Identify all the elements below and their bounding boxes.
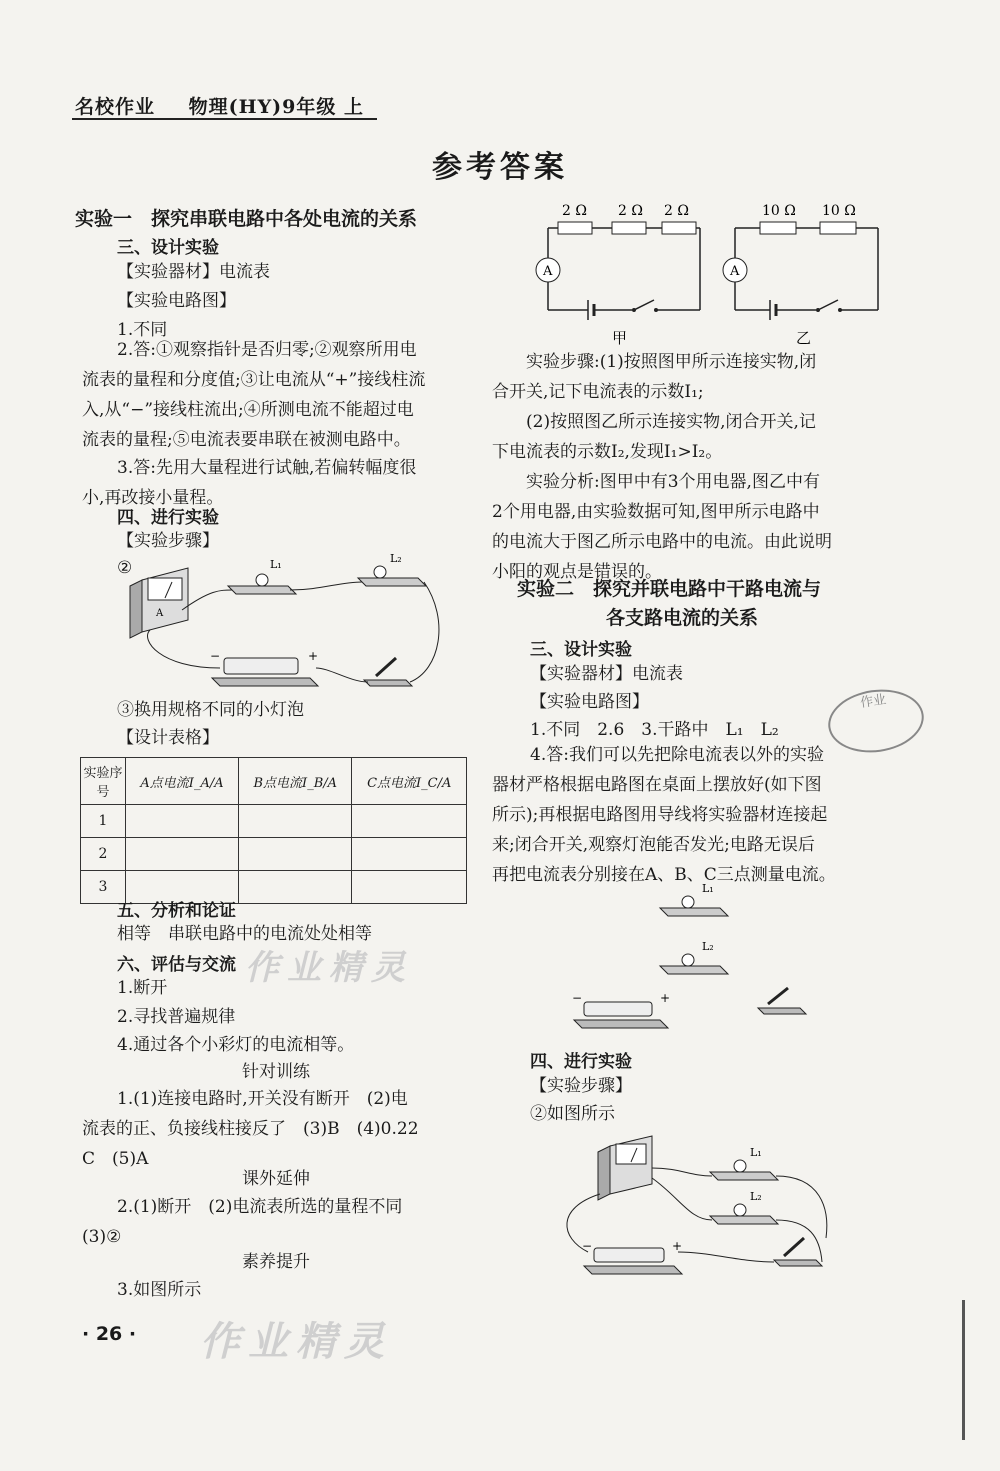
header-rule bbox=[72, 118, 377, 120]
switch-icon bbox=[774, 1238, 822, 1266]
svg-text:L₁: L₁ bbox=[702, 882, 714, 895]
resistor-icon bbox=[612, 222, 646, 234]
exp2-circuit-label: 【实验电路图】 bbox=[530, 692, 649, 712]
line: 所示);再根据电路图用导线将实验器材连接起 bbox=[492, 805, 828, 825]
lamp-1-icon bbox=[710, 1146, 778, 1180]
table-cell: 3 bbox=[81, 871, 126, 904]
extension-title: 课外延伸 bbox=[242, 1169, 310, 1189]
exp1-equipment: 【实验器材】电流表 bbox=[117, 262, 270, 282]
circuit-jia-label: 甲 bbox=[612, 329, 628, 347]
switch-icon bbox=[634, 300, 654, 310]
stamp-text: 作业 bbox=[859, 692, 888, 711]
exp1-eval-1: 1.断开 bbox=[117, 978, 168, 998]
exp1-section-evaluation: 六、评估与交流 bbox=[117, 955, 236, 975]
page-header bbox=[75, 92, 390, 119]
line: 的电流大于图乙所示电路中的电流。由此说明 bbox=[492, 532, 832, 552]
lamp-1-icon bbox=[660, 882, 728, 916]
line: 入,从“−”接线柱流出;④所测电流不能超过电 bbox=[82, 400, 414, 420]
line: 2.答:①观察指针是否归零;②观察所用电 bbox=[117, 340, 417, 360]
binding-edge bbox=[962, 1300, 965, 1440]
table-header-row bbox=[81, 758, 467, 805]
lamp-2-icon bbox=[358, 566, 426, 586]
resistor-label: 10 Ω bbox=[822, 203, 856, 219]
watermark-text-2: 作业精灵 bbox=[245, 948, 413, 988]
svg-text:−: − bbox=[582, 1239, 593, 1253]
line: 下电流表的示数I₂,发现I₁>I₂。 bbox=[492, 442, 723, 462]
exp1-eval-4: 4.通过各个小彩灯的电流相等。 bbox=[117, 1035, 355, 1055]
page-number: · 26 · bbox=[82, 1323, 137, 1345]
exp2-steps-label: 【实验步骤】 bbox=[530, 1076, 632, 1096]
exp1-section-experiment: 四、进行实验 bbox=[117, 508, 219, 528]
svg-text:−: − bbox=[210, 649, 221, 663]
line: 2个用电器,由实验数据可知,图甲所示电路中 bbox=[492, 502, 820, 522]
exp1-steps-label: 【实验步骤】 bbox=[117, 531, 219, 551]
line: 器材严格根据电路图在桌面上摆放好(如下图 bbox=[492, 775, 822, 795]
table-cell: 1 bbox=[81, 805, 126, 838]
resistor-label: 2 Ω bbox=[664, 203, 689, 219]
table-row bbox=[81, 805, 467, 838]
exp1-section-analysis: 五、分析和论证 bbox=[117, 901, 236, 921]
design-table bbox=[80, 757, 467, 904]
resistor-icon bbox=[558, 222, 592, 234]
exp1-answer-1: 1.不同 bbox=[117, 320, 168, 340]
ammeter-icon bbox=[130, 568, 188, 638]
circuit-yi-label: 乙 bbox=[796, 329, 812, 347]
literacy-answer: 3.如图所示 bbox=[117, 1280, 202, 1300]
table-row bbox=[81, 838, 467, 871]
resistor-icon bbox=[820, 222, 856, 234]
exp2-section-experiment: 四、进行实验 bbox=[530, 1052, 632, 1072]
resistor-label: 2 Ω bbox=[562, 203, 587, 219]
exp1-eval-2: 2.寻找普遍规律 bbox=[117, 1007, 236, 1027]
ammeter-label: A bbox=[543, 264, 553, 279]
switch-icon bbox=[758, 988, 806, 1014]
line: 合开关,记下电流表的示数I₁; bbox=[492, 382, 704, 402]
resistor-icon bbox=[662, 222, 696, 234]
line: 3.答:先用大量程进行试触,若偏转幅度很 bbox=[117, 458, 417, 478]
exp2-title-line-1: 实验二 探究并联电路中干路电流与 bbox=[517, 578, 822, 600]
line: 实验步骤:(1)按照图甲所示连接实物,闭 bbox=[526, 352, 817, 372]
circuit-yi bbox=[723, 203, 878, 347]
battery-icon bbox=[210, 649, 318, 686]
circuit-jia bbox=[536, 203, 700, 347]
svg-text:A: A bbox=[156, 608, 164, 619]
literacy-title: 素养提升 bbox=[242, 1252, 310, 1272]
exp2-equipment: 【实验器材】电流表 bbox=[530, 664, 683, 684]
exp1-conclusion: 相等 串联电路中的电流处处相等 bbox=[117, 924, 372, 944]
line: 再把电流表分别接在A、B、C三点测量电流。 bbox=[492, 865, 836, 885]
table-header-cell: A点电流I_A/A bbox=[126, 758, 239, 805]
svg-text:−: − bbox=[572, 991, 583, 1005]
watermark-text: 作业精灵 bbox=[200, 1318, 392, 1365]
lamp-2-icon bbox=[660, 940, 728, 974]
resistor-icon bbox=[760, 222, 796, 234]
page-title: 参考答案 bbox=[432, 150, 568, 185]
line: 流表的量程和分度值;③让电流从“+”接线柱流 bbox=[82, 370, 426, 390]
svg-text:+: + bbox=[672, 1239, 683, 1253]
table-header-cell: C点电流I_C/A bbox=[352, 758, 467, 805]
exp2-section-design: 三、设计实验 bbox=[530, 640, 632, 660]
training-answers bbox=[82, 1084, 472, 1174]
exp2-title-line-2: 各支路电流的关系 bbox=[606, 607, 759, 629]
parallel-circuit-figure bbox=[560, 1128, 880, 1288]
exp2-step-2: ②如图所示 bbox=[530, 1104, 615, 1124]
switch-icon bbox=[364, 658, 412, 686]
svg-text:+: + bbox=[660, 991, 671, 1005]
switch-icon bbox=[818, 300, 838, 310]
ammeter-icon bbox=[598, 1136, 652, 1200]
lamp-2-icon bbox=[710, 1190, 778, 1224]
line: 小,再改接小量程。 bbox=[82, 488, 224, 508]
table-header-cell: B点电流I_B/A bbox=[239, 758, 352, 805]
extension-answers bbox=[82, 1192, 472, 1252]
series-circuit-figure bbox=[120, 550, 440, 695]
line: C (5)A bbox=[82, 1149, 149, 1169]
resistor-label: 10 Ω bbox=[762, 203, 796, 219]
line: 流表的正、负接线柱接反了 (3)B (4)0.22 bbox=[82, 1119, 419, 1139]
exp1-step-3: ③换用规格不同的小灯泡 bbox=[117, 700, 304, 720]
training-title: 针对训练 bbox=[242, 1062, 310, 1082]
svg-text:L₂: L₂ bbox=[702, 940, 714, 953]
exp2-answer-4 bbox=[492, 740, 890, 890]
exp1-circuit-label: 【实验电路图】 bbox=[117, 291, 236, 311]
line: 1.(1)连接电路时,开关没有断开 (2)电 bbox=[117, 1089, 408, 1109]
line: 4.答:我们可以先把除电流表以外的实验 bbox=[530, 745, 824, 765]
exp1-title: 实验一 探究串联电路中各处电流的关系 bbox=[75, 208, 418, 230]
subject-name: 物理(HY)9年级 上 bbox=[188, 96, 364, 118]
book-name: 名校作业 bbox=[75, 96, 156, 118]
line: 实验分析:图甲中有3个用电器,图乙中有 bbox=[526, 472, 820, 492]
exp1-section-design: 三、设计实验 bbox=[117, 238, 219, 258]
line: 小阳的观点是错误的。 bbox=[492, 562, 662, 582]
lamp-2-label: L₂ bbox=[390, 552, 402, 565]
battery-icon bbox=[572, 991, 670, 1028]
exp1-continued-text bbox=[492, 347, 890, 587]
line: 流表的量程;⑤电流表要串联在被测电路中。 bbox=[82, 430, 411, 450]
exp1-step-2: ② bbox=[117, 558, 133, 578]
ammeter-label: A bbox=[730, 264, 740, 279]
lamp-1-label: L₁ bbox=[270, 558, 282, 571]
exp1-table-label: 【设计表格】 bbox=[117, 728, 219, 748]
line: (3)② bbox=[82, 1227, 122, 1247]
table-cell: 2 bbox=[81, 838, 126, 871]
exp1-answer-2 bbox=[82, 335, 470, 455]
battery-icon bbox=[582, 1239, 682, 1274]
parallel-equipment-figure bbox=[560, 880, 810, 1035]
line: 来;闭合开关,观察灯泡能否发光;电路无误后 bbox=[492, 835, 815, 855]
line: 2.(1)断开 (2)电流表所选的量程不同 bbox=[117, 1197, 403, 1217]
resistor-label: 2 Ω bbox=[618, 203, 643, 219]
exp2-answers-1-3: 1.不同 2.6 3.干路中 L₁ L₂ bbox=[530, 720, 779, 740]
svg-text:L₂: L₂ bbox=[750, 1190, 762, 1203]
line: (2)按照图乙所示连接实物,闭合开关,记 bbox=[526, 412, 816, 432]
lamp-1-icon bbox=[228, 574, 296, 594]
table-header-cell: 实验序号 bbox=[81, 758, 126, 805]
svg-text:L₁: L₁ bbox=[750, 1146, 762, 1159]
svg-text:+: + bbox=[308, 649, 319, 663]
